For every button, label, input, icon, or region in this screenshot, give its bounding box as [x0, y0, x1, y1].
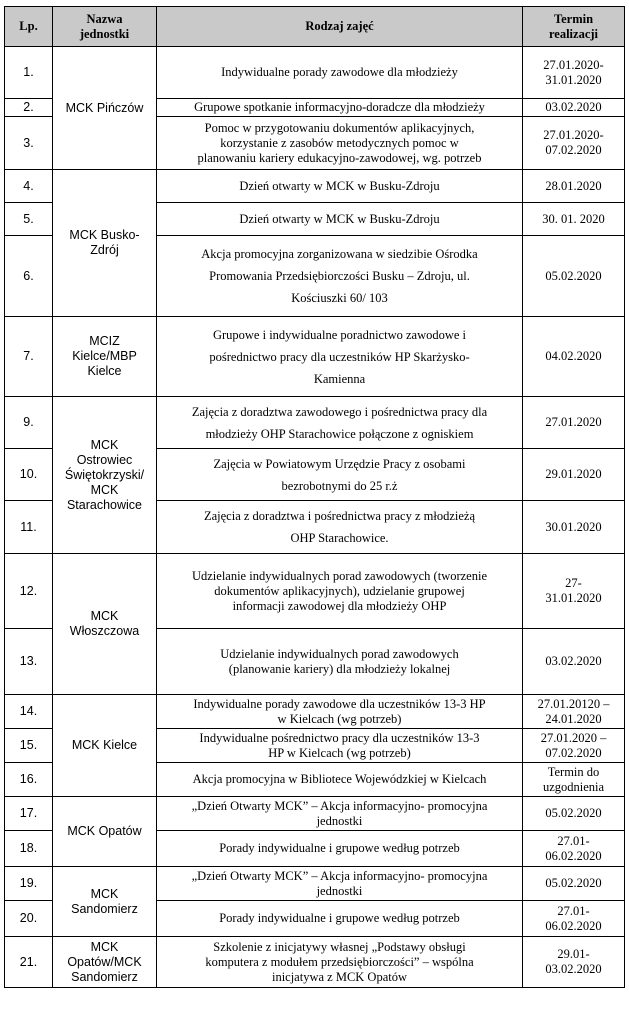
row-number: 4.	[5, 170, 53, 203]
activity-description: Zajęcia z doradztwa i pośrednictwa pracy z młodzieżą OHP Starachowice.	[157, 501, 523, 554]
activity-date: 28.01.2020	[523, 170, 625, 203]
activity-description: Akcja promocyjna zorganizowana w siedzibie Ośrodka Promowania Przedsiębiorczości Busku – Zdroju, ul. Kościuszki 60/ 103	[157, 236, 523, 317]
activity-description: Indywidualne porady zawodowe dla młodzieży	[157, 47, 523, 99]
activity-description: Szkolenie z inicjatywy własnej „Podstawy obsługi komputera z modułem przedsiębiorczości” – wspólna inicjatywa z MCK Opatów	[157, 937, 523, 988]
table-row	[5, 937, 625, 988]
activity-date: 27- 31.01.2020	[523, 554, 625, 629]
activity-date: 27.01.2020	[523, 397, 625, 449]
unit-name: MCIZ Kielce/MBP Kielce	[53, 317, 157, 397]
activity-date: 05.02.2020	[523, 867, 625, 901]
unit-name: MCK Włoszczowa	[53, 554, 157, 695]
row-number: 18.	[5, 831, 53, 867]
row-number: 20.	[5, 901, 53, 937]
activity-description: Udzielanie indywidualnych porad zawodowych (tworzenie dokumentów aplikacyjnych), udzielanie grupowej informacji zawodowej dla młodzieży OHP	[157, 554, 523, 629]
row-number: 15.	[5, 729, 53, 763]
activity-description: Akcja promocyjna w Bibliotece Wojewódzkiej w Kielcach	[157, 763, 523, 797]
activity-description: Porady indywidualne i grupowe według potrzeb	[157, 901, 523, 937]
unit-name: MCK Busko- Zdrój	[53, 170, 157, 317]
table-row	[5, 695, 625, 729]
activity-date: 30. 01. 2020	[523, 203, 625, 236]
unit-name: MCK Ostrowiec Świętokrzyski/ MCK Starachowice	[53, 397, 157, 554]
activity-description: Grupowe spotkanie informacyjno-doradcze dla młodzieży	[157, 99, 523, 117]
table-row	[5, 554, 625, 629]
table-row	[5, 797, 625, 831]
row-number: 11.	[5, 501, 53, 554]
row-number: 5.	[5, 203, 53, 236]
header-lp: Lp.	[5, 7, 53, 47]
schedule-table	[4, 6, 625, 988]
activity-date: 27.01.20120 – 24.01.2020	[523, 695, 625, 729]
header-term: Termin realizacji	[523, 7, 625, 47]
activity-date: 27.01- 06.02.2020	[523, 901, 625, 937]
row-number: 12.	[5, 554, 53, 629]
activity-description: Indywidualne porady zawodowe dla uczestników 13-3 HP w Kielcach (wg potrzeb)	[157, 695, 523, 729]
row-number: 9.	[5, 397, 53, 449]
unit-name: MCK Sandomierz	[53, 867, 157, 937]
table-row	[5, 170, 625, 203]
row-number: 13.	[5, 629, 53, 695]
activity-description: Dzień otwarty w MCK w Busku-Zdroju	[157, 203, 523, 236]
row-number: 19.	[5, 867, 53, 901]
row-number: 16.	[5, 763, 53, 797]
unit-name: MCK Kielce	[53, 695, 157, 797]
activity-date: Termin do uzgodnienia	[523, 763, 625, 797]
row-number: 6.	[5, 236, 53, 317]
activity-date: 30.01.2020	[523, 501, 625, 554]
activity-description: Indywidualne pośrednictwo pracy dla uczestników 13-3 HP w Kielcach (wg potrzeb)	[157, 729, 523, 763]
activity-description: Zajęcia w Powiatowym Urzędzie Pracy z osobami bezrobotnymi do 25 r.ż	[157, 449, 523, 501]
activity-date: 05.02.2020	[523, 797, 625, 831]
table-row	[5, 317, 625, 397]
table-row	[5, 867, 625, 901]
activity-date: 03.02.2020	[523, 99, 625, 117]
unit-name: MCK Opatów	[53, 797, 157, 867]
unit-name: MCK Opatów/MCK Sandomierz	[53, 937, 157, 988]
unit-name: MCK Pińczów	[53, 47, 157, 170]
activity-description: Zajęcia z doradztwa zawodowego i pośrednictwa pracy dla młodzieży OHP Starachowice połączone z ogniskiem	[157, 397, 523, 449]
activity-description: „Dzień Otwarty MCK” – Akcja informacyjno- promocyjna jednostki	[157, 867, 523, 901]
activity-description: Grupowe i indywidualne poradnictwo zawodowe i pośrednictwo pracy dla uczestników HP Skarżysko- Kamienna	[157, 317, 523, 397]
activity-date: 29.01.2020	[523, 449, 625, 501]
activity-description: Udzielanie indywidualnych porad zawodowych (planowanie kariery) dla młodzieży lokalnej	[157, 629, 523, 695]
table-row	[5, 47, 625, 99]
row-number: 14.	[5, 695, 53, 729]
row-number: 21.	[5, 937, 53, 988]
row-number: 10.	[5, 449, 53, 501]
header-row	[5, 7, 625, 47]
activity-date: 03.02.2020	[523, 629, 625, 695]
table-row	[5, 397, 625, 449]
row-number: 3.	[5, 117, 53, 170]
activity-description: „Dzień Otwarty MCK” – Akcja informacyjno- promocyjna jednostki	[157, 797, 523, 831]
activity-date: 27.01- 06.02.2020	[523, 831, 625, 867]
activity-date: 27.01.2020- 31.01.2020	[523, 47, 625, 99]
row-number: 17.	[5, 797, 53, 831]
activity-description: Pomoc w przygotowaniu dokumentów aplikacyjnych, korzystanie z zasobów metodycznych pomoc w planowaniu kariery edukacyjno-zawodowej, wg. potrzeb	[157, 117, 523, 170]
activity-description: Dzień otwarty w MCK w Busku-Zdroju	[157, 170, 523, 203]
row-number: 1.	[5, 47, 53, 99]
activity-date: 27.01.2020- 07.02.2020	[523, 117, 625, 170]
header-desc: Rodzaj zajęć	[157, 7, 523, 47]
header-unit: Nazwa jednostki	[53, 7, 157, 47]
activity-date: 05.02.2020	[523, 236, 625, 317]
row-number: 2.	[5, 99, 53, 117]
row-number: 7.	[5, 317, 53, 397]
activity-date: 04.02.2020	[523, 317, 625, 397]
activity-date: 27.01.2020 – 07.02.2020	[523, 729, 625, 763]
activity-description: Porady indywidualne i grupowe według potrzeb	[157, 831, 523, 867]
activity-date: 29.01- 03.02.2020	[523, 937, 625, 988]
